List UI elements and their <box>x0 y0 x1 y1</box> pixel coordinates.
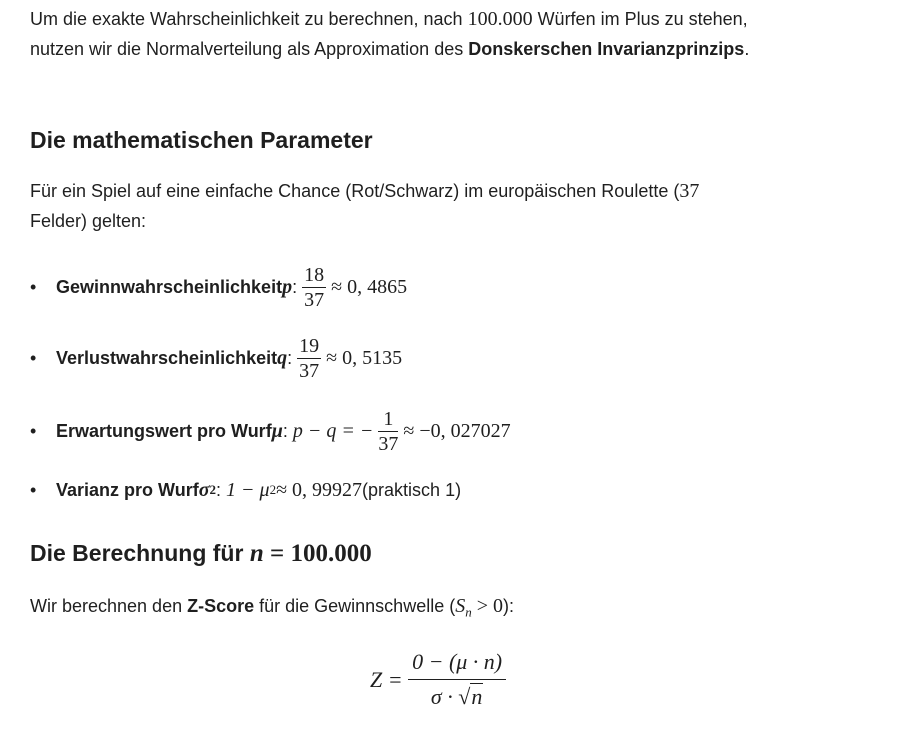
param-symbol: q <box>277 346 288 369</box>
fraction-denominator: 37 <box>378 432 399 455</box>
param-superscript: 2 <box>269 482 277 497</box>
bullet-icon: • <box>30 420 37 441</box>
fraction-numerator: 1 <box>378 408 398 432</box>
sqrt-sign: √ <box>458 684 471 709</box>
fraction <box>297 335 321 382</box>
fraction <box>302 264 326 311</box>
z-score-formula <box>370 648 506 711</box>
section1-text: Felder) gelten: <box>30 211 147 231</box>
section-heading-parameters: Die mathematischen Parameter <box>30 127 373 153</box>
param-label: Verlustwahrscheinlichkeit <box>56 347 278 368</box>
list-item-expected-value <box>30 401 511 461</box>
intro-number: 100.000 <box>467 8 533 30</box>
heading-value: = 100.000 <box>263 540 372 567</box>
sqrt-argument: n <box>471 684 483 709</box>
param-label: Erwartungswert pro Wurf <box>56 420 272 441</box>
param-colon: : <box>215 479 221 500</box>
fraction-numerator: 18 <box>304 263 325 286</box>
param-symbol: μ <box>271 419 283 442</box>
intro-text: Würfen im Plus zu stehen, <box>532 9 748 29</box>
section1-paragraph <box>30 176 890 236</box>
param-expression: 1 − μ <box>226 478 270 501</box>
fraction <box>378 408 398 455</box>
formula-numerator: 0 − (μ · n) <box>408 648 506 680</box>
formula-denominator <box>408 680 506 711</box>
param-value: ≈ 0, 99927 <box>276 478 363 501</box>
bullet-icon: • <box>30 347 37 368</box>
list-item-win-probability <box>30 257 407 317</box>
formula-fraction <box>408 648 506 711</box>
section2-bold-term: Z-Score <box>187 596 255 616</box>
intro-text: nutzen wir die Normalverteilung als Approximation des <box>30 39 469 59</box>
intro-text: Um die exakte Wahrscheinlichkeit zu berechnen, nach <box>30 9 468 29</box>
param-label: Gewinnwahrscheinlichkeit <box>56 276 283 297</box>
intro-paragraph <box>30 4 890 64</box>
section2-paragraph <box>30 591 890 628</box>
section2-text: ): <box>503 596 514 616</box>
formula-sigma: σ · <box>430 684 459 709</box>
formula-lhs: Z = <box>370 666 403 692</box>
fraction-denominator: 37 <box>299 359 320 382</box>
param-symbol: σ <box>198 478 210 501</box>
bullet-icon: • <box>30 479 37 500</box>
heading-symbol: n <box>249 540 264 567</box>
param-colon: : <box>282 420 288 441</box>
list-item-variance <box>30 460 461 520</box>
fraction-denominator: 37 <box>304 288 325 311</box>
param-value: ≈ 0, 4865 <box>331 275 408 298</box>
intro-text: . <box>744 39 750 59</box>
bullet-icon: • <box>30 276 37 297</box>
heading-text: Die Berechnung für <box>30 540 250 566</box>
param-colon: : <box>292 276 298 297</box>
section1-text: Für ein Spiel auf eine einfache Chance (Rot/Schwarz) im europäischen Roulette ( <box>30 181 680 201</box>
section1-number: 37 <box>679 180 700 202</box>
param-symbol: p <box>282 275 293 298</box>
param-expression: p − q = − <box>292 419 374 442</box>
condition-subscript: n <box>465 604 472 620</box>
param-value: ≈ −0, 027027 <box>403 419 511 442</box>
param-colon: : <box>287 347 293 368</box>
param-superscript: 2 <box>209 482 216 497</box>
list-item-loss-probability <box>30 328 402 388</box>
section2-text: Wir berechnen den <box>30 596 188 616</box>
param-note: (praktisch 1) <box>362 479 462 500</box>
param-value: ≈ 0, 5135 <box>326 346 403 369</box>
param-label: Varianz pro Wurf <box>56 479 199 500</box>
fraction-numerator: 19 <box>299 334 320 357</box>
intro-bold-term: Donskerschen Invarianzprinzips <box>468 39 745 59</box>
section-heading-calculation <box>30 540 372 568</box>
condition-symbol: S <box>455 595 466 617</box>
condition-value: > 0 <box>471 595 503 617</box>
section2-text: für die Gewinnschwelle ( <box>254 596 456 616</box>
